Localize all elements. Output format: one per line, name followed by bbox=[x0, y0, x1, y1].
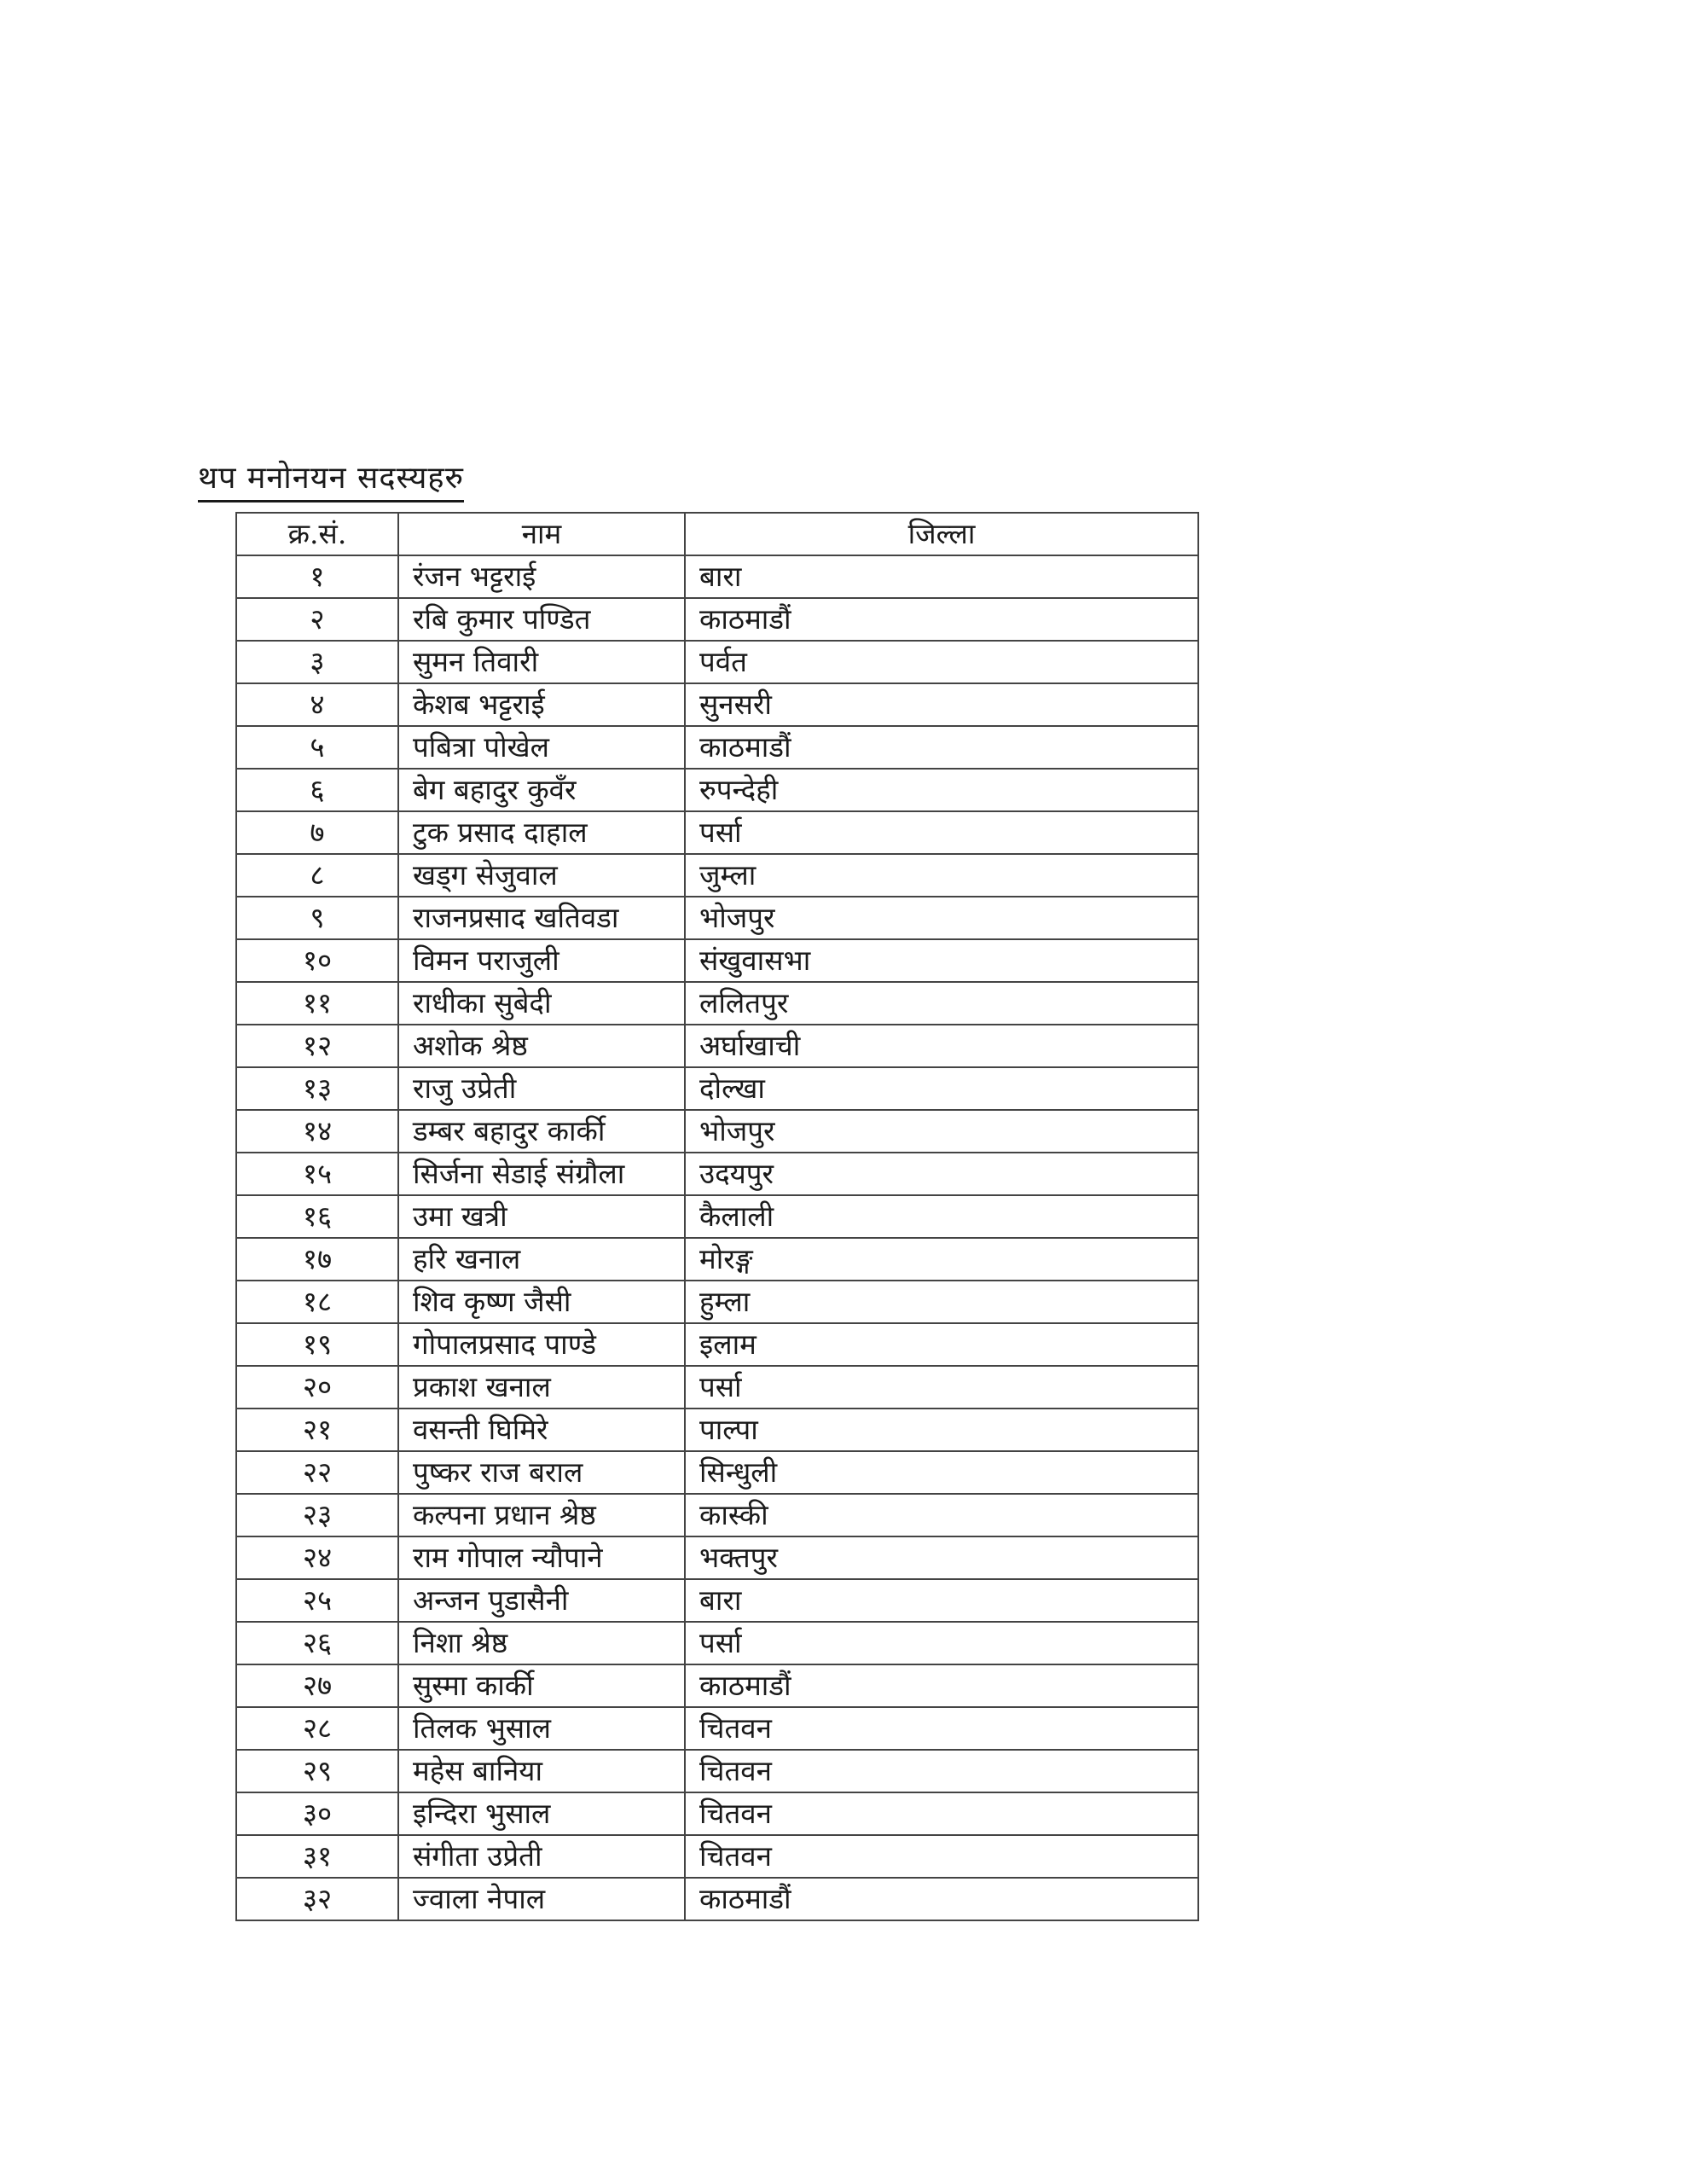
serial-number-cell: २३ bbox=[236, 1494, 398, 1536]
district-cell: पर्सा bbox=[685, 1366, 1198, 1409]
district-cell: भक्तपुर bbox=[685, 1536, 1198, 1579]
district-cell: काठमाडौं bbox=[685, 598, 1198, 641]
table-row bbox=[236, 1025, 1198, 1067]
district-cell: बारा bbox=[685, 555, 1198, 598]
table-row bbox=[236, 769, 1198, 811]
serial-number-cell: २७ bbox=[236, 1664, 398, 1707]
name-cell: खड्ग सेजुवाल bbox=[398, 854, 685, 897]
table-row bbox=[236, 555, 1198, 598]
serial-number-cell: ८ bbox=[236, 854, 398, 897]
table-row bbox=[236, 726, 1198, 769]
name-cell: निशा श्रेष्ठ bbox=[398, 1622, 685, 1664]
serial-number-cell: १५ bbox=[236, 1153, 398, 1195]
table-row bbox=[236, 939, 1198, 982]
name-cell: प्रकाश खनाल bbox=[398, 1366, 685, 1409]
name-cell: विमन पराजुली bbox=[398, 939, 685, 982]
district-cell: पर्वत bbox=[685, 641, 1198, 683]
district-cell: कैलाली bbox=[685, 1195, 1198, 1238]
header-name: नाम bbox=[398, 513, 685, 555]
serial-number-cell: २० bbox=[236, 1366, 398, 1409]
district-cell: रुपन्देही bbox=[685, 769, 1198, 811]
table-row bbox=[236, 1067, 1198, 1110]
serial-number-cell: २९ bbox=[236, 1750, 398, 1792]
serial-number-cell: २४ bbox=[236, 1536, 398, 1579]
serial-number-cell: २८ bbox=[236, 1707, 398, 1750]
district-cell: संखुवासभा bbox=[685, 939, 1198, 982]
district-cell: बारा bbox=[685, 1579, 1198, 1622]
serial-number-cell: २२ bbox=[236, 1451, 398, 1494]
district-cell: चितवन bbox=[685, 1707, 1198, 1750]
district-cell: काठमाडौं bbox=[685, 1664, 1198, 1707]
table-row bbox=[236, 641, 1198, 683]
table-row bbox=[236, 1835, 1198, 1878]
serial-number-cell: १९ bbox=[236, 1323, 398, 1366]
table-row bbox=[236, 1281, 1198, 1323]
table-row bbox=[236, 1707, 1198, 1750]
table-row bbox=[236, 1536, 1198, 1579]
district-cell: चितवन bbox=[685, 1792, 1198, 1835]
serial-number-cell: ४ bbox=[236, 683, 398, 726]
serial-number-cell: ११ bbox=[236, 982, 398, 1025]
district-cell: काठमाडौं bbox=[685, 1878, 1198, 1920]
name-cell: अशोक श्रेष्ठ bbox=[398, 1025, 685, 1067]
header-district: जिल्ला bbox=[685, 513, 1198, 555]
table-row bbox=[236, 1878, 1198, 1920]
name-cell: शिव कृष्ण जैसी bbox=[398, 1281, 685, 1323]
district-cell: काठमाडौं bbox=[685, 726, 1198, 769]
district-cell: चितवन bbox=[685, 1835, 1198, 1878]
table-row bbox=[236, 1494, 1198, 1536]
name-cell: पुष्कर राज बराल bbox=[398, 1451, 685, 1494]
name-cell: वसन्ती घिमिरे bbox=[398, 1409, 685, 1451]
serial-number-cell: १३ bbox=[236, 1067, 398, 1110]
name-cell: संगीता उप्रेती bbox=[398, 1835, 685, 1878]
district-cell: पर्सा bbox=[685, 1622, 1198, 1664]
name-cell: सुमन तिवारी bbox=[398, 641, 685, 683]
district-cell: चितवन bbox=[685, 1750, 1198, 1792]
name-cell: सिर्जना सेडाई संग्रौला bbox=[398, 1153, 685, 1195]
table-row bbox=[236, 1153, 1198, 1195]
table-row bbox=[236, 854, 1198, 897]
district-cell: सुनसरी bbox=[685, 683, 1198, 726]
page-title: थप मनोनयन सदस्यहरु bbox=[198, 458, 464, 502]
serial-number-cell: २ bbox=[236, 598, 398, 641]
serial-number-cell: १० bbox=[236, 939, 398, 982]
name-cell: राधीका सुबेदी bbox=[398, 982, 685, 1025]
table-header bbox=[236, 513, 1198, 555]
table-row bbox=[236, 1579, 1198, 1622]
table-row bbox=[236, 598, 1198, 641]
district-cell: पाल्पा bbox=[685, 1409, 1198, 1451]
district-cell: हुम्ला bbox=[685, 1281, 1198, 1323]
serial-number-cell: १८ bbox=[236, 1281, 398, 1323]
serial-number-cell: १४ bbox=[236, 1110, 398, 1153]
name-cell: ज्वाला नेपाल bbox=[398, 1878, 685, 1920]
name-cell: अन्जन पुडासैनी bbox=[398, 1579, 685, 1622]
serial-number-cell: ३ bbox=[236, 641, 398, 683]
name-cell: डम्बर बहादुर कार्की bbox=[398, 1110, 685, 1153]
name-cell: गोपालप्रसाद पाण्डे bbox=[398, 1323, 685, 1366]
name-cell: रबि कुमार पण्डित bbox=[398, 598, 685, 641]
serial-number-cell: २५ bbox=[236, 1579, 398, 1622]
name-cell: उमा खत्री bbox=[398, 1195, 685, 1238]
serial-number-cell: ७ bbox=[236, 811, 398, 854]
table-row bbox=[236, 683, 1198, 726]
serial-number-cell: १७ bbox=[236, 1238, 398, 1281]
table-row bbox=[236, 1664, 1198, 1707]
name-cell: राम गोपाल न्यौपाने bbox=[398, 1536, 685, 1579]
table-row bbox=[236, 1195, 1198, 1238]
serial-number-cell: ३० bbox=[236, 1792, 398, 1835]
district-cell: पर्सा bbox=[685, 811, 1198, 854]
table-row bbox=[236, 1409, 1198, 1451]
serial-number-cell: २१ bbox=[236, 1409, 398, 1451]
table-row bbox=[236, 1366, 1198, 1409]
serial-number-cell: ९ bbox=[236, 897, 398, 939]
name-cell: सुस्मा कार्की bbox=[398, 1664, 685, 1707]
serial-number-cell: ५ bbox=[236, 726, 398, 769]
name-cell: हरि खनाल bbox=[398, 1238, 685, 1281]
table-row bbox=[236, 1622, 1198, 1664]
name-cell: कल्पना प्रधान श्रेष्ठ bbox=[398, 1494, 685, 1536]
table-row bbox=[236, 982, 1198, 1025]
name-cell: बेग बहादुर कुवँर bbox=[398, 769, 685, 811]
name-cell: राजनप्रसाद खतिवडा bbox=[398, 897, 685, 939]
serial-number-cell: ६ bbox=[236, 769, 398, 811]
name-cell: टुक प्रसाद दाहाल bbox=[398, 811, 685, 854]
name-cell: केशब भट्टराई bbox=[398, 683, 685, 726]
table-body bbox=[236, 555, 1198, 1920]
members-table bbox=[235, 512, 1199, 1921]
name-cell: तिलक भुसाल bbox=[398, 1707, 685, 1750]
district-cell: उदयपुर bbox=[685, 1153, 1198, 1195]
district-cell: मोरङ्ग bbox=[685, 1238, 1198, 1281]
header-row bbox=[236, 513, 1198, 555]
table-row bbox=[236, 1750, 1198, 1792]
serial-number-cell: २६ bbox=[236, 1622, 398, 1664]
serial-number-cell: १ bbox=[236, 555, 398, 598]
serial-number-cell: १२ bbox=[236, 1025, 398, 1067]
serial-number-cell: ३१ bbox=[236, 1835, 398, 1878]
serial-number-cell: ३२ bbox=[236, 1878, 398, 1920]
name-cell: रंजन भट्टराई bbox=[398, 555, 685, 598]
district-cell: जुम्ला bbox=[685, 854, 1198, 897]
table-row bbox=[236, 1451, 1198, 1494]
table-row bbox=[236, 811, 1198, 854]
header-serial-number: क्र.सं. bbox=[236, 513, 398, 555]
name-cell: महेस बानिया bbox=[398, 1750, 685, 1792]
district-cell: ललितपुर bbox=[685, 982, 1198, 1025]
table-row bbox=[236, 1238, 1198, 1281]
district-cell: अर्घाखाची bbox=[685, 1025, 1198, 1067]
serial-number-cell: १६ bbox=[236, 1195, 398, 1238]
district-cell: सिन्धुली bbox=[685, 1451, 1198, 1494]
district-cell: इलाम bbox=[685, 1323, 1198, 1366]
table-row bbox=[236, 1323, 1198, 1366]
district-cell: कास्की bbox=[685, 1494, 1198, 1536]
name-cell: पबित्रा पोखेल bbox=[398, 726, 685, 769]
name-cell: इन्दिरा भुसाल bbox=[398, 1792, 685, 1835]
district-cell: भोजपुर bbox=[685, 1110, 1198, 1153]
name-cell: राजु उप्रेती bbox=[398, 1067, 685, 1110]
table-row bbox=[236, 897, 1198, 939]
table-row bbox=[236, 1792, 1198, 1835]
district-cell: दोल्खा bbox=[685, 1067, 1198, 1110]
district-cell: भोजपुर bbox=[685, 897, 1198, 939]
table-row bbox=[236, 1110, 1198, 1153]
